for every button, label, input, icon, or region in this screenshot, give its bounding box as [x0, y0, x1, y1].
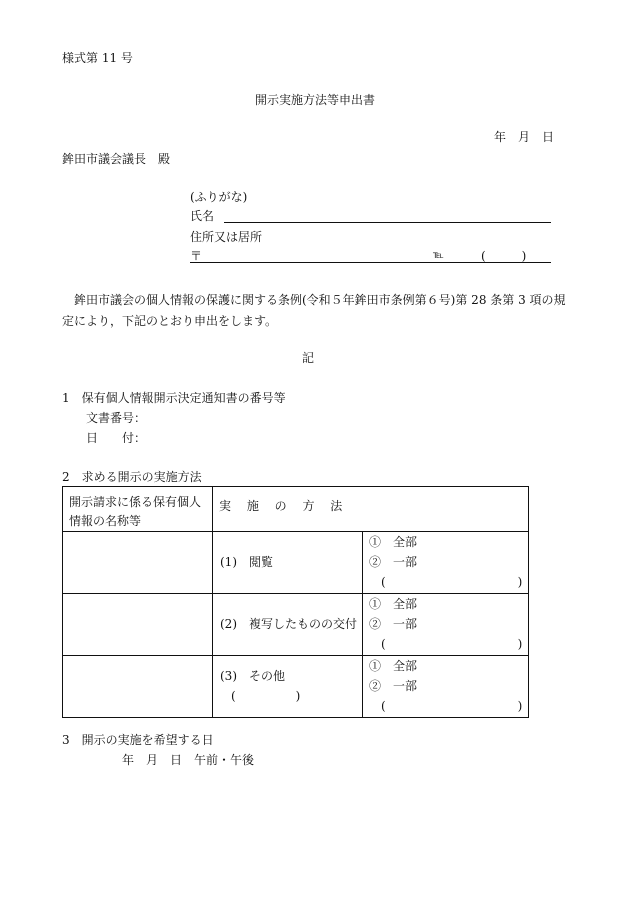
method-table	[62, 486, 529, 718]
table-header-row	[63, 487, 529, 532]
date-line: 年 月 日	[494, 130, 555, 144]
tel-label: ℡	[433, 250, 444, 261]
method-label: (2) 複写したものの交付	[220, 617, 357, 631]
table-row	[63, 656, 529, 718]
other-method-paren: ( )	[231, 689, 301, 703]
date-label: 日 付：	[86, 431, 147, 445]
table-row	[63, 594, 529, 656]
name-field-line[interactable]	[224, 222, 551, 223]
option-part-paren: ( )	[381, 699, 523, 713]
method-label: (1) 閲覧	[220, 555, 273, 569]
option-all[interactable]: ① 全部	[369, 659, 418, 673]
document-title: 開示実施方法等申出書	[254, 93, 375, 107]
furigana-label: (ふりがな)	[190, 190, 248, 204]
section3-heading: 3 開示の実施を希望する日	[62, 733, 214, 747]
doc-number-label: 文書番号：	[86, 411, 147, 425]
desired-date: 年 月 日 午前・午後	[122, 753, 255, 767]
option-all[interactable]: ① 全部	[369, 535, 418, 549]
header-method: 実 施 の 方 法	[219, 499, 349, 513]
addressee: 鉾田市議会議長 殿	[62, 152, 171, 166]
info-name-cell[interactable]	[63, 532, 213, 594]
info-name-cell[interactable]	[63, 656, 213, 718]
name-label: 氏名	[190, 209, 215, 223]
body-text-line1: 鉾田市議会の個人情報の保護に関する条例(令和５年鉾田市条例第６号)第 28 条第 3 項の規	[74, 293, 566, 307]
section2-heading: 2 求める開示の実施方法	[62, 470, 202, 484]
address-field-line[interactable]	[190, 262, 551, 263]
option-part-paren: ( )	[381, 637, 523, 651]
address-label: 住所又は居所	[190, 230, 263, 244]
tel-paren: ( )	[481, 249, 527, 263]
option-part[interactable]: ② 一部	[369, 555, 418, 569]
option-part[interactable]: ② 一部	[369, 617, 418, 631]
ki-label: 記	[302, 351, 315, 365]
postal-mark: 〒	[190, 249, 203, 263]
option-part[interactable]: ② 一部	[369, 679, 418, 693]
table-row	[63, 532, 529, 594]
info-name-cell[interactable]	[63, 594, 213, 656]
option-all[interactable]: ① 全部	[369, 597, 418, 611]
header-info-name: 開示請求に係る保有個人情報の名称等	[69, 495, 202, 528]
section1-heading: 1 保有個人情報開示決定通知書の番号等	[62, 391, 286, 405]
option-part-paren: ( )	[381, 575, 523, 589]
form-number: 様式第 11 号	[62, 51, 133, 65]
method-label: (3) その他	[220, 669, 285, 683]
body-text-line2: 定により，下記のとおり申出をします。	[62, 314, 278, 328]
